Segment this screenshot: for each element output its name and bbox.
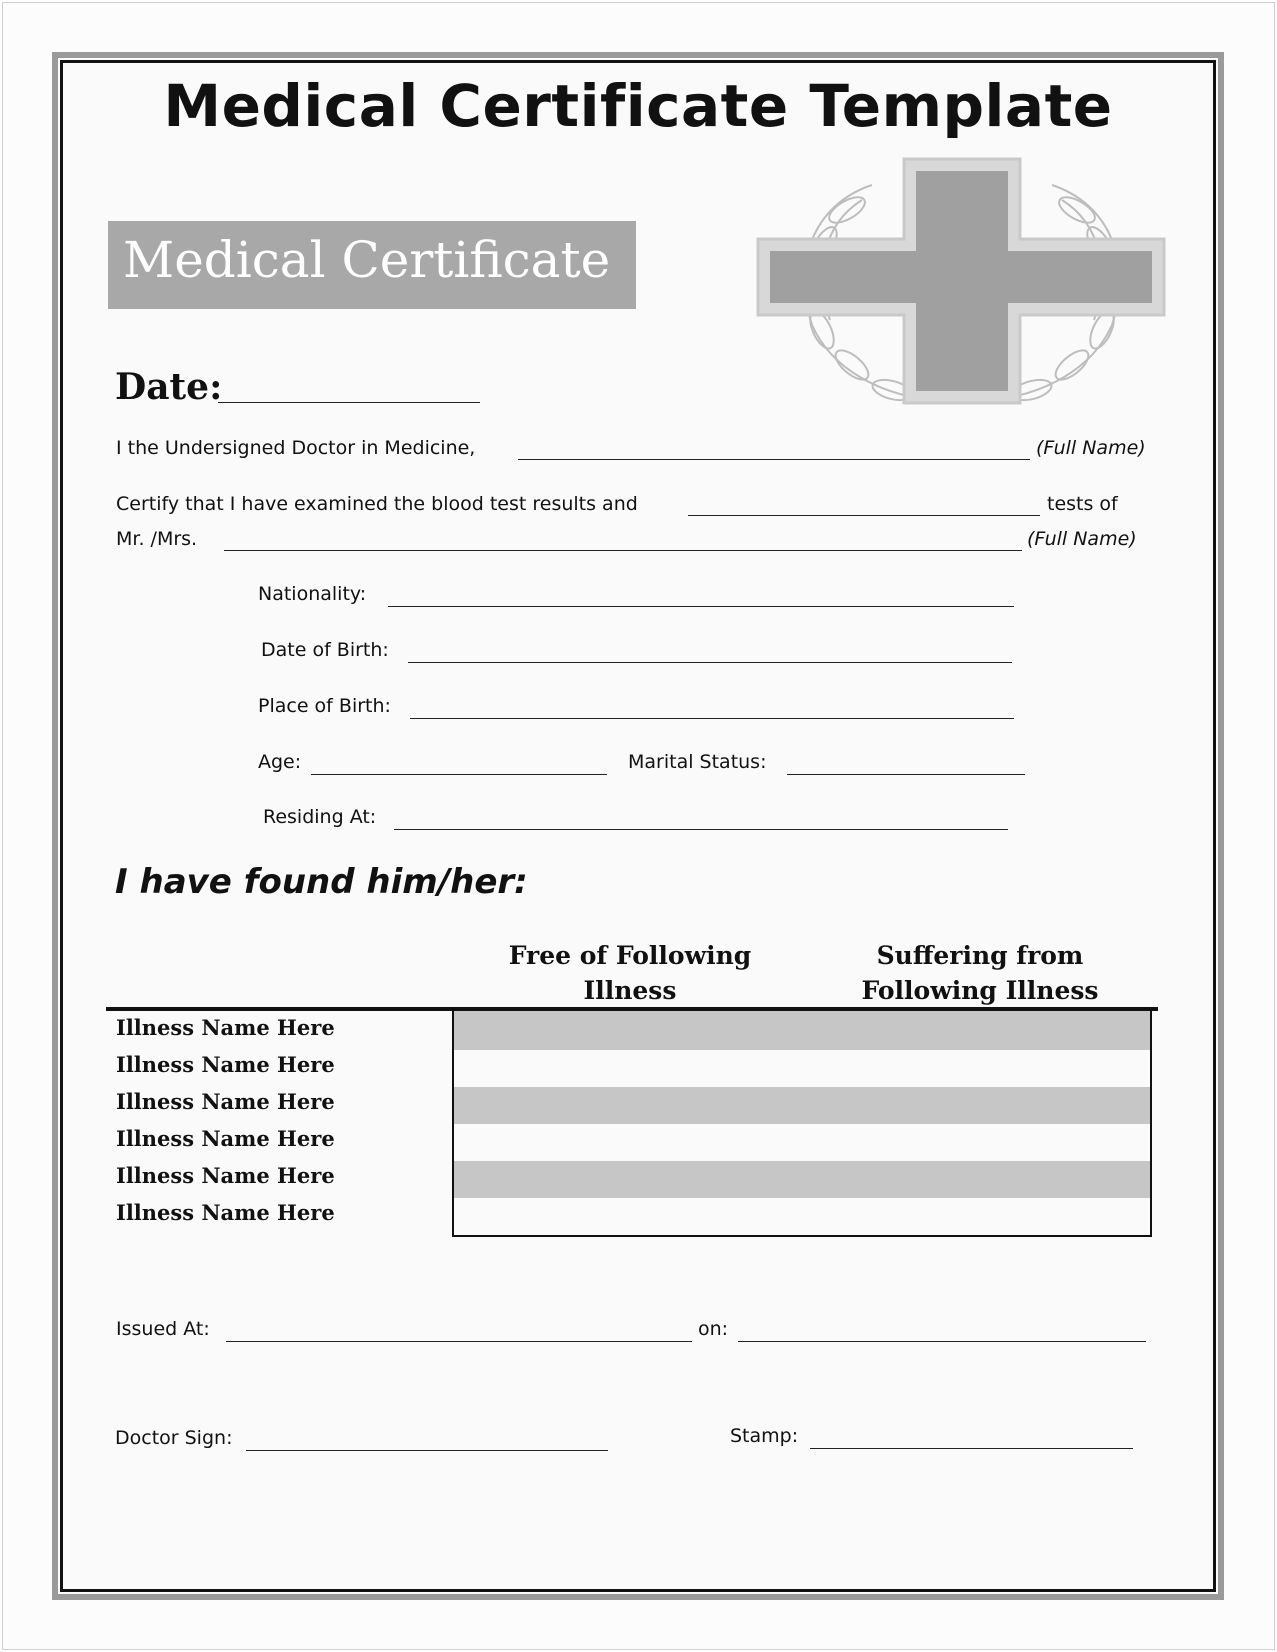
issued-at-line[interactable] xyxy=(226,1341,692,1342)
certificate-banner-text: Medical Certificate xyxy=(123,231,611,289)
place-of-birth-label: Place of Birth: xyxy=(258,695,391,717)
date-label: Date: xyxy=(115,366,223,408)
age-label: Age: xyxy=(258,751,302,773)
patient-full-name-hint: (Full Name) xyxy=(1027,528,1137,550)
place-of-birth-line[interactable] xyxy=(410,718,1014,719)
illness-name: Illness Name Here xyxy=(116,1163,335,1188)
doctor-label: I the Undersigned Doctor in Medicine, xyxy=(116,437,476,459)
grid-row[interactable] xyxy=(454,1161,1150,1198)
illness-name: Illness Name Here xyxy=(116,1126,335,1151)
doctor-full-name-hint: (Full Name) xyxy=(1036,437,1146,459)
certify-label: Certify that I have examined the blood test results and xyxy=(116,493,638,515)
grid-row[interactable] xyxy=(454,1011,1150,1050)
date-of-birth-line[interactable] xyxy=(408,662,1012,663)
tests-of-label: tests of xyxy=(1047,493,1118,515)
date-of-birth-label: Date of Birth: xyxy=(261,639,389,661)
illness-grid xyxy=(452,1011,1152,1237)
stamp-label: Stamp: xyxy=(730,1425,799,1447)
patient-name-line[interactable] xyxy=(224,550,1022,551)
marital-status-line[interactable] xyxy=(787,774,1025,775)
illness-name: Illness Name Here xyxy=(116,1200,335,1225)
nationality-label: Nationality: xyxy=(258,583,367,605)
grid-row[interactable] xyxy=(454,1050,1150,1087)
grid-row[interactable] xyxy=(454,1087,1150,1124)
col-free-of-illness: Free of Following Illness xyxy=(508,941,752,1005)
patient-label: Mr. /Mrs. xyxy=(116,528,198,550)
issued-at-label: Issued At: xyxy=(116,1318,210,1340)
grid-row[interactable] xyxy=(454,1198,1150,1235)
tests-line[interactable] xyxy=(688,515,1040,516)
document-title: Medical Certificate Template xyxy=(163,72,1113,140)
doctor-name-line[interactable] xyxy=(518,459,1030,460)
grid-row[interactable] xyxy=(454,1124,1150,1161)
nationality-line[interactable] xyxy=(388,606,1014,607)
stamp-line[interactable] xyxy=(810,1448,1133,1449)
doctor-sign-label: Doctor Sign: xyxy=(115,1427,233,1449)
medical-cross-wreath-icon xyxy=(752,155,1172,413)
illness-name: Illness Name Here xyxy=(116,1089,335,1114)
issued-on-label: on: xyxy=(698,1318,729,1340)
illness-name: Illness Name Here xyxy=(116,1015,335,1040)
issued-on-line[interactable] xyxy=(738,1341,1146,1342)
doctor-sign-line[interactable] xyxy=(246,1450,608,1451)
certificate-banner xyxy=(108,221,636,309)
col-suffering-from-illness: Suffering from Following Illness xyxy=(861,941,1099,1005)
date-line[interactable] xyxy=(218,402,480,403)
findings-heading: I have found him/her: xyxy=(115,862,528,902)
marital-status-label: Marital Status: xyxy=(628,751,767,773)
residing-at-line[interactable] xyxy=(394,829,1008,830)
residing-at-label: Residing At: xyxy=(263,806,377,828)
age-line[interactable] xyxy=(311,774,607,775)
illness-name: Illness Name Here xyxy=(116,1052,335,1077)
